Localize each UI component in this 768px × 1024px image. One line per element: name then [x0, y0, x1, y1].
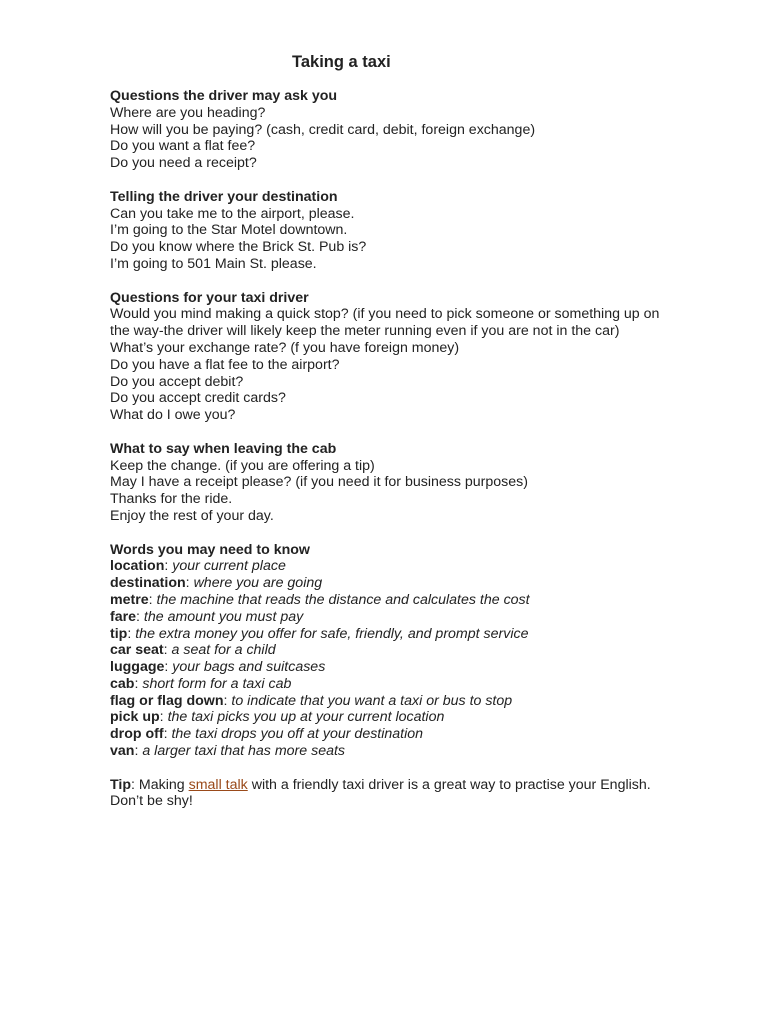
- vocab-separator: :: [134, 743, 143, 760]
- phrase-line: How will you be paying? (cash, credit card, debit, foreign exchange): [110, 121, 536, 138]
- phrase-line: May I have a receipt please? (if you need it for business purposes): [110, 474, 528, 491]
- phrase-line: Do you know where the Brick St. Pub is?: [110, 239, 367, 256]
- section-leaving-cab: [110, 441, 670, 525]
- phrase-line: Can you take me to the airport, please.: [110, 205, 355, 222]
- phrase-line: What do I owe you?: [110, 407, 236, 424]
- phrase-line: I’m going to the Star Motel downtown.: [110, 222, 348, 239]
- vocab-separator: :: [163, 726, 172, 743]
- phrase-line: Would you mind making a quick stop? (if you need to pick someone or something up on the way-the driver will likely keep the meter running even if you are not in the car): [110, 306, 660, 340]
- tip-text-before: Making: [138, 776, 189, 793]
- vocab-definition: your bags and suitcases: [172, 659, 326, 676]
- section-heading: Questions the driver may ask you: [110, 88, 338, 104]
- document-body: [110, 88, 670, 827]
- section-heading: Telling the driver your destination: [110, 188, 338, 205]
- phrase-line: Do you accept credit cards?: [110, 390, 286, 407]
- vocab-term: car seat: [110, 642, 164, 659]
- vocab-term: destination: [110, 575, 186, 592]
- vocab-term: tip: [110, 625, 128, 642]
- section-heading: Questions for your taxi driver: [110, 289, 309, 306]
- vocab-entry: [110, 575, 670, 592]
- vocab-term: cab: [110, 675, 135, 692]
- vocab-entry: [110, 709, 670, 726]
- phrase-line: Where are you heading?: [110, 104, 266, 121]
- section-vocabulary: [110, 542, 670, 760]
- vocab-definition: the taxi picks you up at your current location: [167, 709, 445, 726]
- tip-colon: :: [131, 776, 139, 793]
- vocab-separator: :: [185, 575, 194, 592]
- vocab-term: location: [110, 558, 165, 575]
- phrase-line: Keep the change. (if you are offering a tip): [110, 457, 375, 474]
- vocab-entry: [110, 676, 670, 693]
- phrase-line: Do you have a flat fee to the airport?: [110, 356, 340, 373]
- vocab-separator: :: [223, 692, 232, 709]
- tip-text-after: with a friendly taxi driver is a great way to practise your English. Don’t be shy!: [110, 776, 651, 810]
- tip-label: Tip: [110, 776, 132, 793]
- vocab-entry: [110, 642, 670, 659]
- vocab-entry: [110, 626, 670, 643]
- phrase-line: Thanks for the ride.: [110, 491, 233, 508]
- vocab-definition: the taxi drops you off at your destination: [171, 726, 424, 743]
- vocab-entry: [110, 743, 670, 760]
- vocab-definition: the amount you must pay: [143, 608, 304, 625]
- vocab-definition: short form for a taxi cab: [142, 675, 292, 692]
- vocab-definition: to indicate that you want a taxi or bus to stop: [231, 692, 513, 709]
- vocab-definition: the machine that reads the distance and calculates the cost: [156, 591, 530, 608]
- phrase-line: Do you want a flat fee?: [110, 138, 256, 155]
- vocab-separator: :: [134, 675, 143, 692]
- vocab-entry: [110, 659, 670, 676]
- vocab-separator: :: [163, 642, 172, 659]
- vocab-separator: :: [159, 709, 168, 726]
- vocab-separator: :: [164, 659, 173, 676]
- phrase-line: Enjoy the rest of your day.: [110, 507, 274, 524]
- vocab-term: fare: [110, 608, 137, 625]
- section-heading: What to say when leaving the cab: [110, 440, 337, 457]
- phrase-line: What’s your exchange rate? (f you have foreign money): [110, 339, 460, 356]
- section-heading: Words you may need to know: [110, 541, 310, 558]
- section-questions-for-driver: [110, 290, 670, 424]
- vocab-definition: where you are going: [193, 575, 323, 592]
- vocab-separator: :: [164, 558, 173, 575]
- phrase-line: Do you need a receipt?: [110, 155, 257, 172]
- small-talk-link[interactable]: small talk: [188, 776, 248, 793]
- vocab-definition: the extra money you offer for safe, friendly, and prompt service: [135, 625, 529, 642]
- vocab-entry: [110, 558, 670, 575]
- vocab-entry: [110, 609, 670, 626]
- vocab-term: luggage: [110, 659, 165, 676]
- vocab-separator: :: [127, 625, 136, 642]
- vocab-definition: a larger taxi that has more seats: [142, 743, 346, 760]
- section-destination: [110, 189, 670, 273]
- tip-paragraph: [110, 777, 670, 811]
- vocab-entry: [110, 693, 670, 710]
- vocab-term: drop off: [110, 726, 164, 743]
- vocab-term: metre: [110, 591, 149, 608]
- vocab-separator: :: [136, 608, 144, 625]
- vocab-entry: [110, 726, 670, 743]
- phrase-line: I’m going to 501 Main St. please.: [110, 255, 317, 272]
- phrase-line: Do you accept debit?: [110, 373, 244, 390]
- section-driver-questions: [110, 88, 670, 172]
- vocab-term: pick up: [110, 709, 160, 726]
- vocab-separator: :: [148, 591, 157, 608]
- vocab-term: van: [110, 743, 135, 760]
- vocab-entry: [110, 592, 670, 609]
- vocab-term: flag or flag down: [110, 692, 224, 709]
- vocab-definition: a seat for a child: [171, 642, 276, 659]
- vocab-definition: your current place: [172, 558, 286, 575]
- page-title: Taking a taxi: [292, 53, 391, 71]
